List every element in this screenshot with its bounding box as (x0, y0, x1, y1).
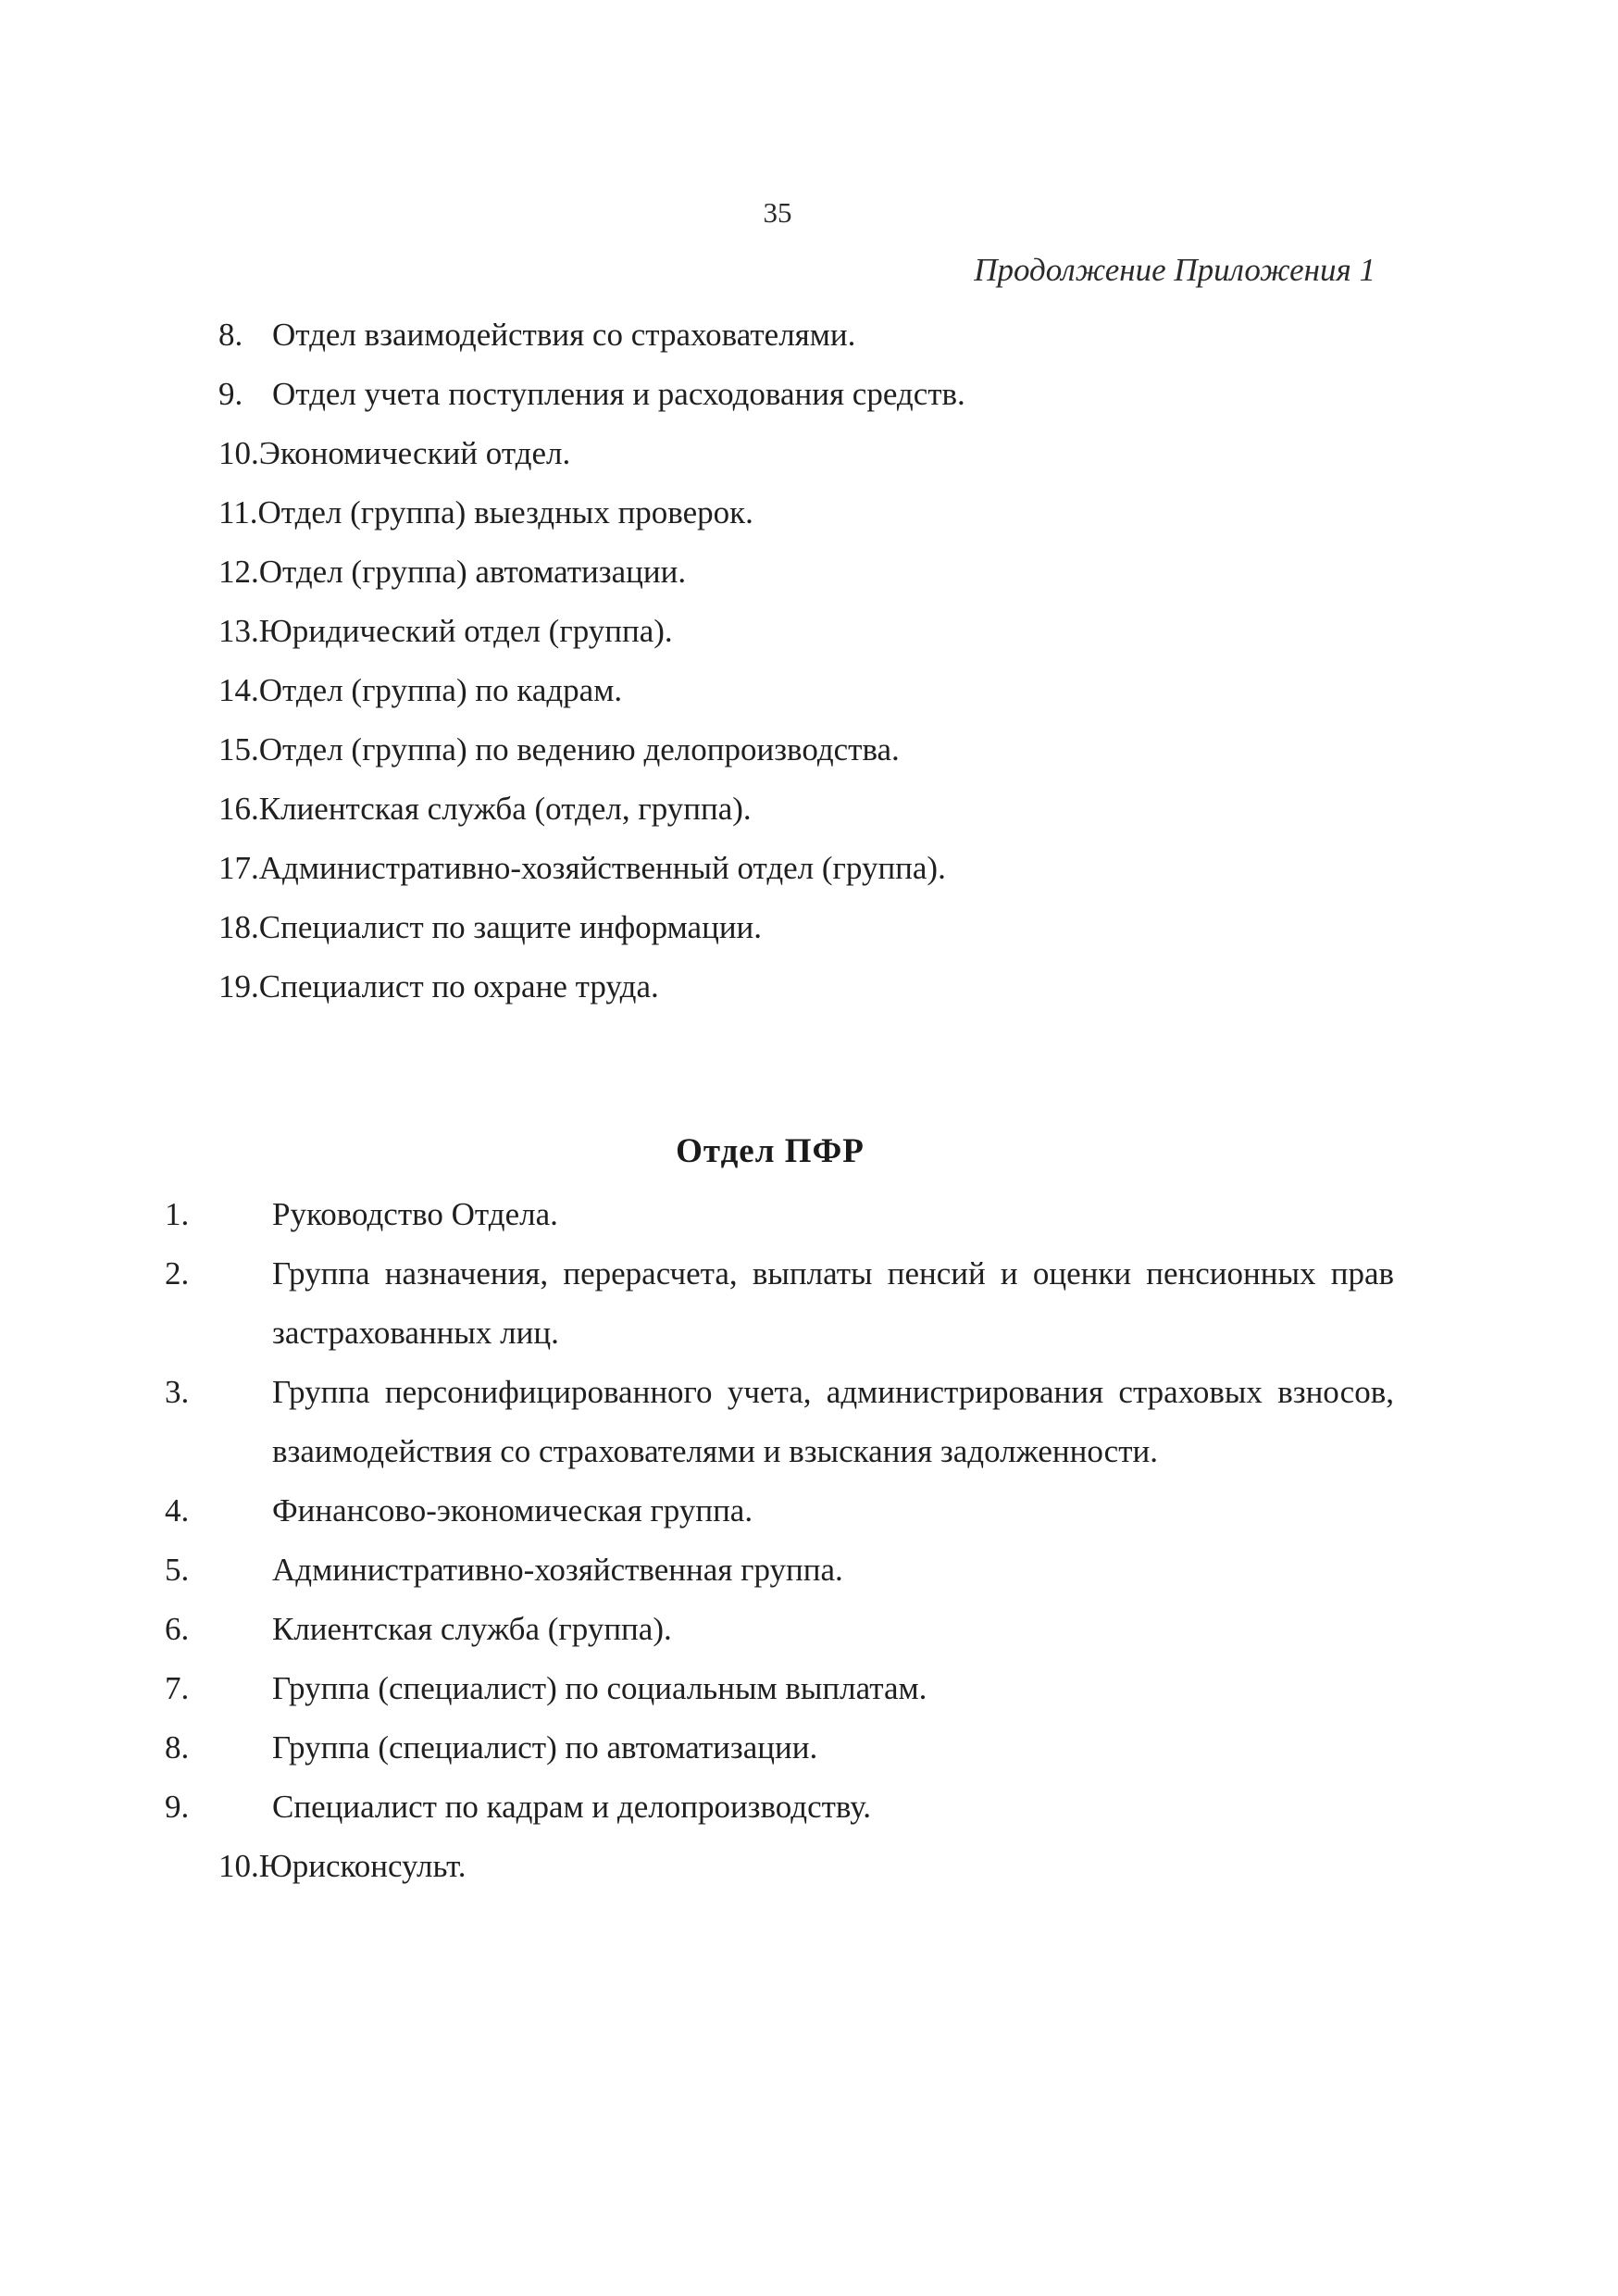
section-heading: Отдел ПФР (676, 1132, 865, 1170)
list-item (218, 483, 1394, 543)
item-number: 5. (165, 1552, 190, 1588)
item-number: 18. (218, 909, 259, 945)
item-number: 8. (165, 1729, 190, 1766)
item-text: Экономический отдел. (258, 435, 571, 471)
item-number: 1. (165, 1196, 190, 1232)
list-item (165, 1244, 1394, 1363)
item-number: 9. (165, 1789, 190, 1825)
item-text: Отдел (группа) выездных проверок. (257, 494, 753, 530)
item-number: 3. (165, 1374, 190, 1410)
item-text: Руководство Отдела. (272, 1196, 558, 1232)
item-number: 14. (218, 672, 259, 708)
item-text: Специалист по защите информации. (258, 909, 763, 945)
list-item (165, 1778, 1394, 1837)
item-text: Специалист по охране труда. (258, 968, 659, 1004)
item-number: 10. (218, 435, 259, 471)
item-text: Отдел учета поступления и расходования средств. (272, 376, 965, 412)
item-text: Отдел (группа) по кадрам. (258, 672, 623, 708)
item-number: 19. (218, 968, 259, 1004)
item-text: Специалист по кадрам и делопроизводству. (272, 1789, 871, 1825)
item-text: Группа (специалист) по автоматизации. (272, 1729, 818, 1766)
item-number: 4. (165, 1492, 190, 1529)
list-item (165, 1185, 1394, 1244)
list-item (218, 661, 1394, 720)
item-text: Группа персонифицированного учета, администрирования страховых взносов, взаимодействия со страхователями и взыскания задолженности. (272, 1374, 1394, 1469)
list-item (218, 957, 1394, 1017)
list-item (218, 1837, 1394, 1896)
list-item (165, 1659, 1394, 1718)
list-item (165, 1481, 1394, 1541)
list-item (218, 780, 1394, 839)
list-item (165, 1718, 1394, 1778)
item-text: Группа (специалист) по социальным выплатам. (272, 1670, 927, 1706)
item-number: 13. (218, 613, 259, 649)
item-number: 2. (165, 1255, 190, 1292)
department-list (218, 306, 1394, 1017)
item-number: 17. (218, 850, 259, 886)
item-number: 15. (218, 731, 259, 767)
list-item (165, 1363, 1394, 1481)
item-number: 10. (218, 1848, 259, 1884)
pfr-department-list (165, 1185, 1394, 1896)
list-item (218, 839, 1394, 898)
item-text: Административно-хозяйственный отдел (группа). (258, 850, 946, 886)
item-text: Отдел взаимодействия со страхователями. (272, 317, 856, 353)
item-number: 8. (218, 317, 243, 353)
item-text: Отдел (группа) по ведению делопроизводства. (258, 731, 900, 767)
list-item (218, 543, 1394, 602)
item-number: 9. (218, 376, 243, 412)
item-number: 12. (218, 554, 259, 590)
item-text: Финансово-экономическая группа. (272, 1492, 753, 1529)
list-item (218, 602, 1394, 661)
list-item (218, 365, 1394, 424)
list-item (218, 720, 1394, 780)
item-number: 7. (165, 1670, 190, 1706)
item-text: Административно-хозяйственная группа. (272, 1552, 843, 1588)
item-text: Клиентская служба (отдел, группа). (258, 791, 752, 827)
item-text: Отдел (группа) автоматизации. (258, 554, 687, 590)
item-number: 11. (218, 494, 258, 530)
list-item (218, 424, 1394, 483)
list-item (165, 1541, 1394, 1600)
page-number: 35 (763, 196, 792, 229)
item-number: 6. (165, 1611, 190, 1647)
list-item (218, 306, 1394, 365)
item-text: Юридический отдел (группа). (258, 613, 673, 649)
item-number: 16. (218, 791, 259, 827)
continuation-label: Продолжение Приложения 1 (974, 252, 1375, 288)
list-item (165, 1600, 1394, 1659)
item-text: Клиентская служба (группа). (272, 1611, 672, 1647)
item-text: Юрисконсульт. (258, 1848, 467, 1884)
item-text: Группа назначения, перерасчета, выплаты пенсий и оценки пенсионных прав застрахованных лиц. (272, 1255, 1394, 1351)
list-item (218, 898, 1394, 957)
